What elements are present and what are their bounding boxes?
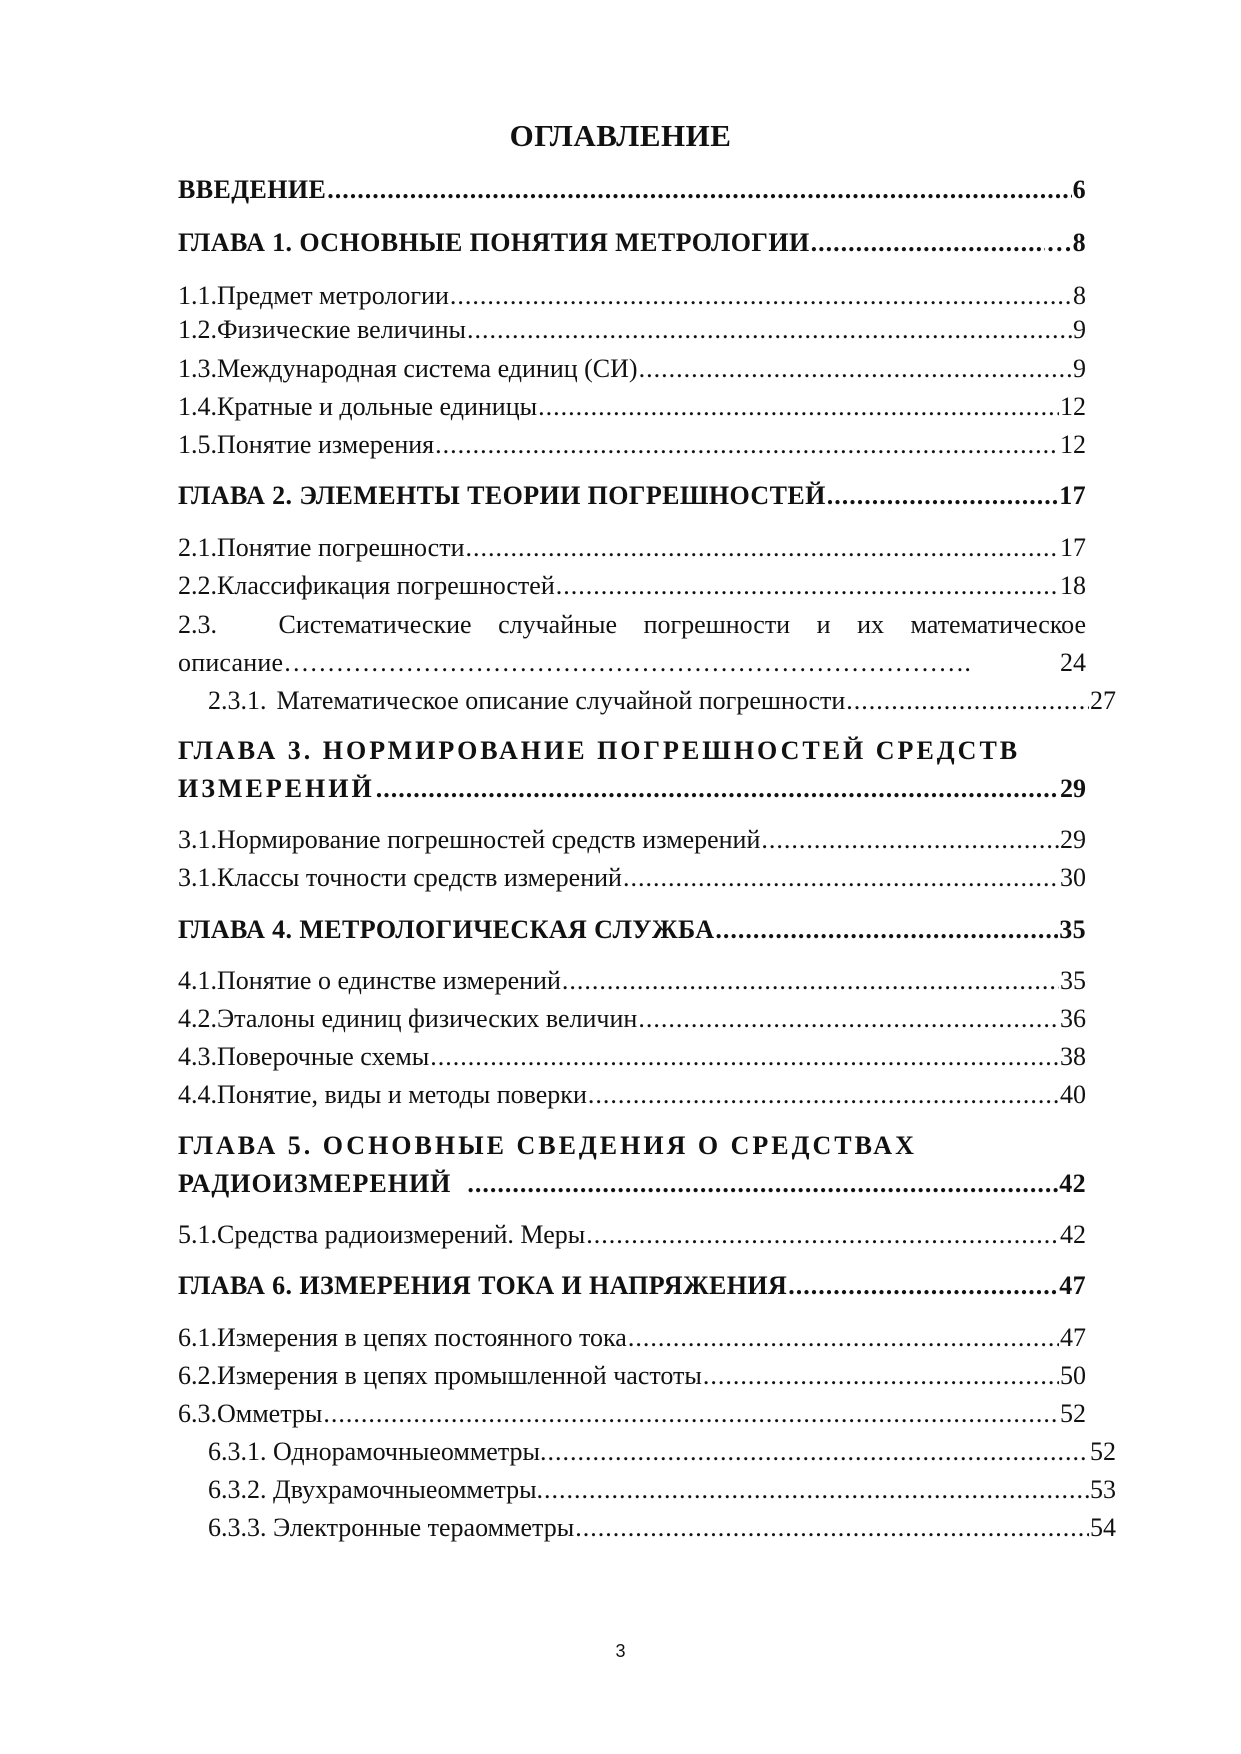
toc-entry-section-1-2[interactable] (178, 314, 1086, 346)
toc-entry-page: 54 (1090, 1513, 1116, 1542)
toc-entry-label: Понятие измерения (217, 430, 435, 459)
toc-entry-number: 6.2. (178, 1361, 217, 1390)
dot-leader (562, 965, 1059, 997)
dot-leader (586, 1219, 1059, 1251)
dot-leader (811, 227, 1046, 259)
toc-entry-page: 38 (1060, 1042, 1086, 1071)
toc-entry-section-6-3-1[interactable] (178, 1436, 1116, 1468)
toc-entry-section-2-3-line1[interactable] (178, 609, 1086, 641)
toc-entry-number: 4.4. (178, 1080, 217, 1109)
toc-entry-label: ГЛАВА 6. ИЗМЕРЕНИЯ ТОКА И НАПРЯЖЕНИЯ (178, 1271, 788, 1300)
toc-entry-number: 2.3.1. (208, 686, 267, 715)
toc-entry-section-6-3-2[interactable] (178, 1474, 1116, 1506)
toc-entry-section-6-3[interactable] (178, 1398, 1086, 1430)
toc-entry-section-4-2[interactable] (178, 1003, 1086, 1035)
toc-entry-page: 18 (1060, 571, 1086, 600)
toc-entry-chapter-5-line2[interactable] (178, 1168, 1086, 1200)
toc-entry-number: 1.2. (178, 315, 217, 344)
toc-entry-label: Предмет метрологии (217, 281, 449, 310)
dot-leader (623, 862, 1059, 894)
toc-entry-section-4-4[interactable] (178, 1079, 1086, 1111)
toc-entry-section-3-1[interactable] (178, 824, 1086, 856)
toc-entry-number: 3.1. (178, 863, 217, 892)
toc-entry-label: Измерения в цепях промышленной частоты (217, 1361, 702, 1390)
toc-entry-section-5-1[interactable] (178, 1219, 1086, 1251)
toc-entry-page: 53 (1090, 1475, 1116, 1504)
toc-entry-page: 30 (1060, 863, 1086, 892)
toc-entry-word: Систематические (278, 610, 472, 639)
toc-entry-word: погрешности (643, 610, 791, 639)
toc-entry-page: 8 (1073, 281, 1086, 310)
toc-entry-label: Математическое описание случайной погрешности (276, 686, 846, 715)
toc-entry-word: случайные (498, 610, 618, 639)
toc-entry-chapter-3-line1[interactable]: ГЛАВА 3. НОРМИРОВАНИЕ ПОГРЕШНОСТЕЙ СРЕДСТВ (178, 736, 1021, 765)
toc-entry-label: 6.3.1. Однорамочныеомметры. (208, 1437, 547, 1466)
toc-entry-number: 2.1. (178, 533, 217, 562)
toc-entry-word: и (816, 610, 831, 639)
toc-entry-page: 42 (1060, 1220, 1086, 1249)
toc-entry-number: 1.3. (178, 354, 217, 383)
toc-entry-section-6-3-3[interactable] (178, 1512, 1116, 1544)
toc-entry-page: 6 (1072, 175, 1086, 204)
toc-entry-number: 4.2. (178, 1004, 217, 1033)
toc-entry-label: Физические величины (217, 315, 466, 344)
toc-entry-section-2-3-1[interactable] (178, 685, 1116, 717)
dot-leader (639, 353, 1072, 385)
toc-entry-section-2-1[interactable] (178, 532, 1086, 564)
toc-entry-number: 1.5. (178, 430, 217, 459)
toc-entry-page: …8 (1046, 228, 1086, 257)
toc-entry-page: 12 (1060, 392, 1086, 421)
toc-entry-chapter-4[interactable] (178, 914, 1086, 946)
toc-entry-chapter-2[interactable] (178, 480, 1086, 512)
dot-leader (544, 1474, 1089, 1506)
toc-entry-page: 36 (1060, 1004, 1086, 1033)
dot-leader (435, 429, 1059, 461)
toc-entry-label: ГЛАВА 4. МЕТРОЛОГИЧЕСКАЯ СЛУЖБА (178, 915, 715, 944)
dot-leader (467, 1168, 1058, 1200)
toc-entry-page: 35 (1060, 966, 1086, 995)
toc-entry-number: 2.2. (178, 571, 217, 600)
toc-entry-chapter-6[interactable] (178, 1270, 1086, 1302)
toc-entry-page: 27 (1090, 686, 1116, 715)
toc-entry-section-4-1[interactable] (178, 965, 1086, 997)
toc-entry-chapter-3-line2[interactable] (178, 773, 1086, 805)
dot-leader (430, 1041, 1059, 1073)
dot-leader (450, 280, 1072, 312)
toc-entry-section-1-3[interactable] (178, 353, 1086, 385)
dot-leader (788, 1270, 1058, 1302)
dot-leader (556, 570, 1059, 602)
toc-entry-number: 1.4. (178, 392, 217, 421)
toc-entry-label: Кратные и дольные единицы (217, 392, 538, 421)
toc-entry-page: 29 (1060, 774, 1086, 803)
toc-entry-page: 52 (1090, 1437, 1116, 1466)
toc-entry-label: Международная система единиц (СИ) (217, 354, 638, 383)
toc-entry-page: 17 (1059, 481, 1086, 510)
toc-entry-label: Омметры (217, 1399, 323, 1428)
page-number: 3 (615, 1641, 626, 1661)
toc-entry-label: ГЛАВА 2. ЭЛЕМЕНТЫ ТЕОРИИ ПОГРЕШНОСТЕЙ (178, 481, 826, 510)
toc-entry-page: 42 (1059, 1169, 1086, 1198)
toc-entry-section-1-1[interactable] (178, 280, 1086, 312)
toc-entry-section-1-5[interactable] (178, 429, 1086, 461)
toc-entry-number: 4.3. (178, 1042, 217, 1071)
toc-entry-label: Нормирование погрешностей средств измерений (217, 825, 761, 854)
toc-entry-section-6-2[interactable] (178, 1360, 1086, 1392)
toc-entry-chapter-5-line1[interactable]: ГЛАВА 5. ОСНОВНЫЕ СВЕДЕНИЯ О СРЕДСТВАХ (178, 1131, 917, 1160)
page-title: ОГЛАВЛЕНИЕ (509, 118, 732, 153)
dot-leader (703, 1360, 1059, 1392)
toc-entry-page: 50 (1060, 1361, 1086, 1390)
toc-entry-number: 4.1. (178, 966, 217, 995)
toc-entry-page: 9 (1073, 354, 1086, 383)
toc-entry-label: Понятие, виды и методы поверки (217, 1080, 587, 1109)
toc-entry-label: Средства радиоизмерений. Меры (217, 1220, 586, 1249)
dot-leader (827, 480, 1059, 512)
dot-leader (548, 1436, 1090, 1468)
toc-entry-label: 6.3.3. Электронные тераомметры (208, 1513, 575, 1542)
toc-entry-section-2-2[interactable] (178, 570, 1086, 602)
dot-leader (715, 914, 1058, 946)
toc-entry-label: Эталоны единиц физических величин (217, 1004, 638, 1033)
toc-entry-label: Классы точности средств измерений (217, 863, 622, 892)
toc-entry-page: 47 (1059, 1271, 1086, 1300)
toc-entry-number: 3.1. (178, 825, 217, 854)
toc-entry-label: Понятие о единстве измерений (217, 966, 561, 995)
toc-entry-page: 24 (1060, 648, 1086, 677)
toc-entry-section-2-3-line2[interactable] (178, 647, 1086, 679)
dot-leader (323, 1398, 1059, 1430)
toc-entry-page: 12 (1060, 430, 1086, 459)
toc-entry-section-3-2[interactable] (178, 862, 1086, 894)
toc-entry-word: их (857, 610, 885, 639)
dot-leader (846, 685, 1089, 717)
toc-entry-number: 1.1. (178, 281, 217, 310)
toc-entry-section-4-3[interactable] (178, 1041, 1086, 1073)
toc-entry-introduction[interactable] (178, 174, 1086, 206)
dot-leader (628, 1322, 1059, 1354)
toc-entry-number: 2.3. (178, 610, 217, 639)
toc-entry-label: ГЛАВА 1. ОСНОВНЫЕ ПОНЯТИЯ МЕТРОЛОГИИ (178, 228, 810, 257)
toc-entry-label: Понятие погрешности (217, 533, 465, 562)
toc-entry-label: Измерения в цепях постоянного тока (217, 1323, 627, 1352)
dot-leader (588, 1079, 1059, 1111)
toc-entry-chapter-1[interactable] (178, 227, 1086, 259)
toc-entry-label: ИЗМЕРЕНИЙ (178, 774, 375, 803)
toc-entry-word: математическое (910, 610, 1086, 639)
dot-leader (761, 824, 1059, 856)
toc-entry-label: Классификация погрешностей (217, 571, 555, 600)
dot-leader (327, 174, 1071, 206)
toc-entry-section-6-1[interactable] (178, 1322, 1086, 1354)
toc-entry-section-1-4[interactable] (178, 391, 1086, 423)
toc-entry-page: 29 (1060, 825, 1086, 854)
toc-entry-page: 9 (1073, 315, 1086, 344)
dot-leader (538, 391, 1059, 423)
dot-leader (465, 532, 1059, 564)
toc-entry-page: 52 (1060, 1399, 1086, 1428)
toc-entry-number: 6.3. (178, 1399, 217, 1428)
dot-leader (376, 773, 1059, 805)
toc-entry-page: 40 (1060, 1080, 1086, 1109)
dot-leader (467, 314, 1072, 346)
toc-entry-page: 47 (1060, 1323, 1086, 1352)
toc-entry-label: описание……………………………………………………………………. (178, 648, 972, 677)
toc-entry-label: РАДИОИЗМЕРЕНИЙ (178, 1169, 452, 1198)
toc-entry-number: 6.1. (178, 1323, 217, 1352)
toc-entry-label: Поверочные схемы (217, 1042, 430, 1071)
toc-entry-label: ВВЕДЕНИЕ (178, 175, 327, 204)
toc-entry-number: 5.1. (178, 1220, 217, 1249)
toc-entry-label: 6.3.2. Двухрамочныеомметры. (208, 1475, 544, 1504)
dot-leader (638, 1003, 1059, 1035)
toc-entry-page: 17 (1060, 533, 1086, 562)
dot-leader (575, 1512, 1089, 1544)
toc-entry-page: 35 (1059, 915, 1086, 944)
